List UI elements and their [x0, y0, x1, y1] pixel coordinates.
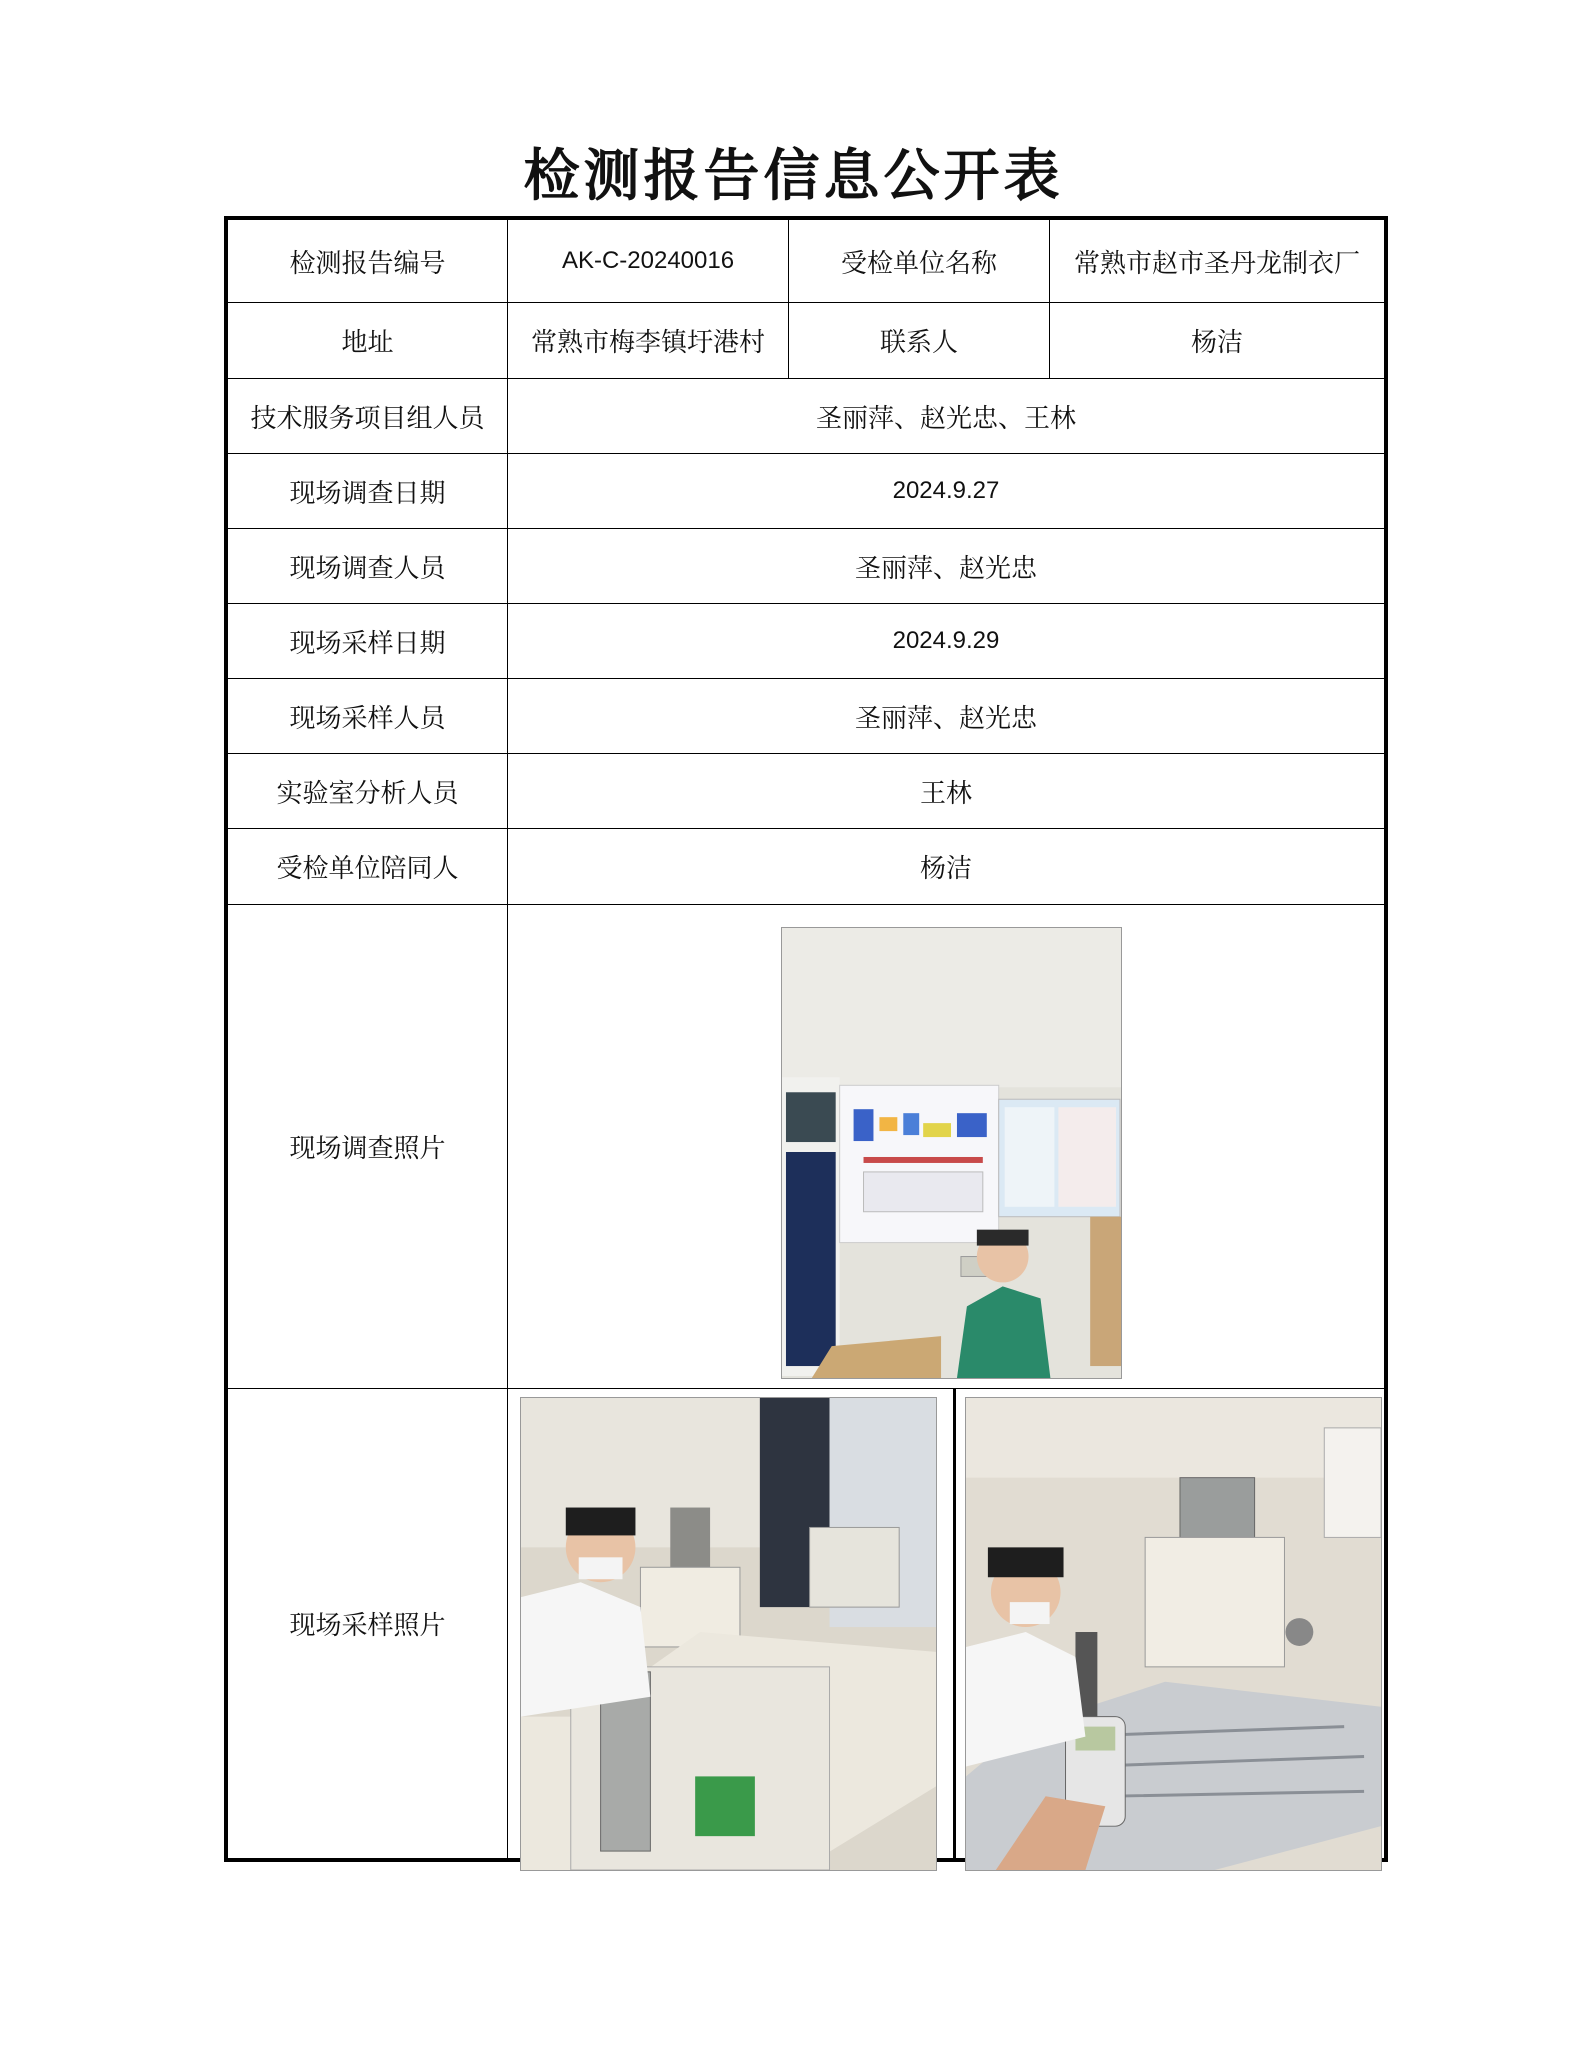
photo-divider [953, 1388, 956, 1859]
survey-date-label: 现场调查日期 [227, 453, 508, 529]
sampling-photo-label: 现场采样照片 [227, 1388, 508, 1859]
survey-staff-label: 现场调查人员 [227, 528, 508, 604]
address-label: 地址 [227, 302, 508, 379]
unit-name-label: 受检单位名称 [788, 219, 1050, 303]
sampling-date-label: 现场采样日期 [227, 603, 508, 679]
lab-staff-label: 实验室分析人员 [227, 753, 508, 829]
report-no-label: 检测报告编号 [227, 219, 508, 303]
address-value: 常熟市梅李镇圩港村 [507, 302, 789, 379]
sampling-photo-right [965, 1397, 1382, 1871]
tech-team-label: 技术服务项目组人员 [227, 378, 508, 454]
survey-photo [781, 927, 1122, 1379]
lab-staff-value: 王林 [507, 753, 1385, 829]
survey-photo-label: 现场调查照片 [227, 904, 508, 1389]
sampling-staff-value: 圣丽萍、赵光忠 [507, 678, 1385, 754]
sampling-date-value: 2024.9.29 [507, 603, 1385, 679]
sampling-staff-label: 现场采样人员 [227, 678, 508, 754]
contact-label: 联系人 [788, 302, 1050, 379]
report-no-value: AK-C-20240016 [507, 219, 789, 303]
survey-date-value: 2024.9.27 [507, 453, 1385, 529]
unit-name-value: 常熟市赵市圣丹龙制衣厂 [1049, 219, 1385, 303]
tech-team-value: 圣丽萍、赵光忠、王林 [507, 378, 1385, 454]
sampling-photo-left [520, 1397, 937, 1871]
escort-value: 杨洁 [507, 828, 1385, 905]
survey-staff-value: 圣丽萍、赵光忠 [507, 528, 1385, 604]
escort-label: 受检单位陪同人 [227, 828, 508, 905]
page-title: 检测报告信息公开表 [523, 143, 1064, 209]
contact-value: 杨洁 [1049, 302, 1385, 379]
